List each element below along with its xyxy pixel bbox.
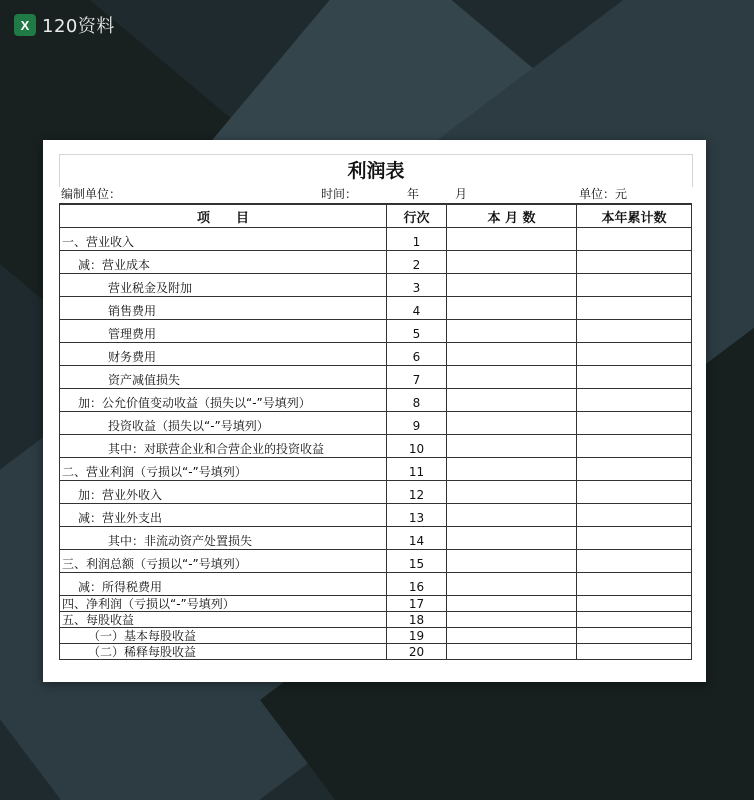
row-year-to-date-cell[interactable] [577,435,692,458]
row-year-to-date-cell[interactable] [577,504,692,527]
unit-label: 编制单位： [61,187,122,201]
table-row [60,389,692,412]
month-label: 月 [455,187,468,201]
document-title: 利润表 [59,154,693,187]
row-year-to-date-cell[interactable] [577,297,692,320]
table-row [60,481,692,504]
table-row [60,343,692,366]
row-current-month-cell[interactable] [447,366,577,389]
row-current-month-cell[interactable] [447,320,577,343]
row-current-month-cell[interactable] [447,573,577,596]
row-line-no: 1 [387,228,447,251]
row-item-label: 加：公允价值变动收益（损失以“-”号填列） [60,389,387,412]
row-item-label: 二、营业利润（亏损以“-”号填列） [60,458,387,481]
row-item-label: 资产减值损失 [60,366,387,389]
table-row [60,550,692,573]
row-current-month-cell[interactable] [447,297,577,320]
row-line-no: 5 [387,320,447,343]
table-row [60,504,692,527]
row-item-label: 四、净利润（亏损以“-”号填列） [60,596,387,612]
row-current-month-cell[interactable] [447,458,577,481]
row-line-no: 13 [387,504,447,527]
row-item-label: （二）稀释每股收益 [60,644,387,660]
row-item-label: 加：营业外收入 [60,481,387,504]
row-item-label: 其中：对联营企业和合营企业的投资收益 [60,435,387,458]
row-current-month-cell[interactable] [447,389,577,412]
table-row [60,274,692,297]
row-line-no: 3 [387,274,447,297]
row-year-to-date-cell[interactable] [577,644,692,660]
row-line-no: 8 [387,389,447,412]
table-row [60,251,692,274]
row-year-to-date-cell[interactable] [577,527,692,550]
row-current-month-cell[interactable] [447,435,577,458]
row-year-to-date-cell[interactable] [577,251,692,274]
time-label: 时间： [321,187,358,201]
row-line-no: 17 [387,596,447,612]
currency-unit-label: 单位：元 [579,187,628,201]
row-item-label: 一、营业收入 [60,228,387,251]
header-item: 项 目 [60,204,387,228]
row-current-month-cell[interactable] [447,596,577,612]
year-label: 年 [407,187,420,201]
row-current-month-cell[interactable] [447,612,577,628]
row-item-label: 投资收益（损失以“-”号填列） [60,412,387,435]
row-current-month-cell[interactable] [447,343,577,366]
row-year-to-date-cell[interactable] [577,320,692,343]
row-line-no: 7 [387,366,447,389]
row-current-month-cell[interactable] [447,504,577,527]
row-item-label: 管理费用 [60,320,387,343]
row-year-to-date-cell[interactable] [577,573,692,596]
row-line-no: 10 [387,435,447,458]
row-line-no: 14 [387,527,447,550]
row-current-month-cell[interactable] [447,481,577,504]
row-line-no: 19 [387,628,447,644]
header-current-month: 本 月 数 [447,204,577,228]
row-item-label: 销售费用 [60,297,387,320]
table-row [60,297,692,320]
row-item-label: 五、每股收益 [60,612,387,628]
row-item-label: 三、利润总额（亏损以“-”号填列） [60,550,387,573]
table-row [60,435,692,458]
row-year-to-date-cell[interactable] [577,612,692,628]
row-year-to-date-cell[interactable] [577,550,692,573]
row-line-no: 6 [387,343,447,366]
row-item-label: 营业税金及附加 [60,274,387,297]
table-row [60,573,692,596]
table-row [60,527,692,550]
table-row [60,628,692,644]
income-statement-sheet [43,140,706,682]
row-year-to-date-cell[interactable] [577,628,692,644]
row-current-month-cell[interactable] [447,644,577,660]
app-title: 120资料 [42,16,115,37]
row-current-month-cell[interactable] [447,274,577,297]
header-line-no: 行次 [387,204,447,228]
row-year-to-date-cell[interactable] [577,412,692,435]
row-line-no: 18 [387,612,447,628]
row-year-to-date-cell[interactable] [577,228,692,251]
row-year-to-date-cell[interactable] [577,481,692,504]
row-current-month-cell[interactable] [447,412,577,435]
table-row [60,228,692,251]
document-meta [59,186,691,202]
row-item-label: （一）基本每股收益 [60,628,387,644]
row-year-to-date-cell[interactable] [577,274,692,297]
row-current-month-cell[interactable] [447,628,577,644]
row-year-to-date-cell[interactable] [577,343,692,366]
row-year-to-date-cell[interactable] [577,596,692,612]
row-line-no: 16 [387,573,447,596]
row-line-no: 11 [387,458,447,481]
row-item-label: 减：所得税费用 [60,573,387,596]
table-row [60,458,692,481]
table-row [60,412,692,435]
table-row [60,366,692,389]
row-line-no: 4 [387,297,447,320]
row-year-to-date-cell[interactable] [577,458,692,481]
excel-icon: X [14,14,36,36]
table-row [60,644,692,660]
row-year-to-date-cell[interactable] [577,389,692,412]
row-current-month-cell[interactable] [447,228,577,251]
row-item-label: 财务费用 [60,343,387,366]
row-item-label: 其中：非流动资产处置损失 [60,527,387,550]
row-year-to-date-cell[interactable] [577,366,692,389]
row-line-no: 15 [387,550,447,573]
row-line-no: 12 [387,481,447,504]
row-line-no: 9 [387,412,447,435]
table-row [60,320,692,343]
header-year-to-date: 本年累计数 [577,204,692,228]
table-row [60,596,692,612]
app-header [14,12,115,38]
row-current-month-cell[interactable] [447,527,577,550]
table-header-row [60,204,692,228]
row-line-no: 2 [387,251,447,274]
row-item-label: 减：营业外支出 [60,504,387,527]
income-statement-table [59,203,692,660]
row-current-month-cell[interactable] [447,251,577,274]
row-current-month-cell[interactable] [447,550,577,573]
row-line-no: 20 [387,644,447,660]
table-row [60,612,692,628]
row-item-label: 减：营业成本 [60,251,387,274]
